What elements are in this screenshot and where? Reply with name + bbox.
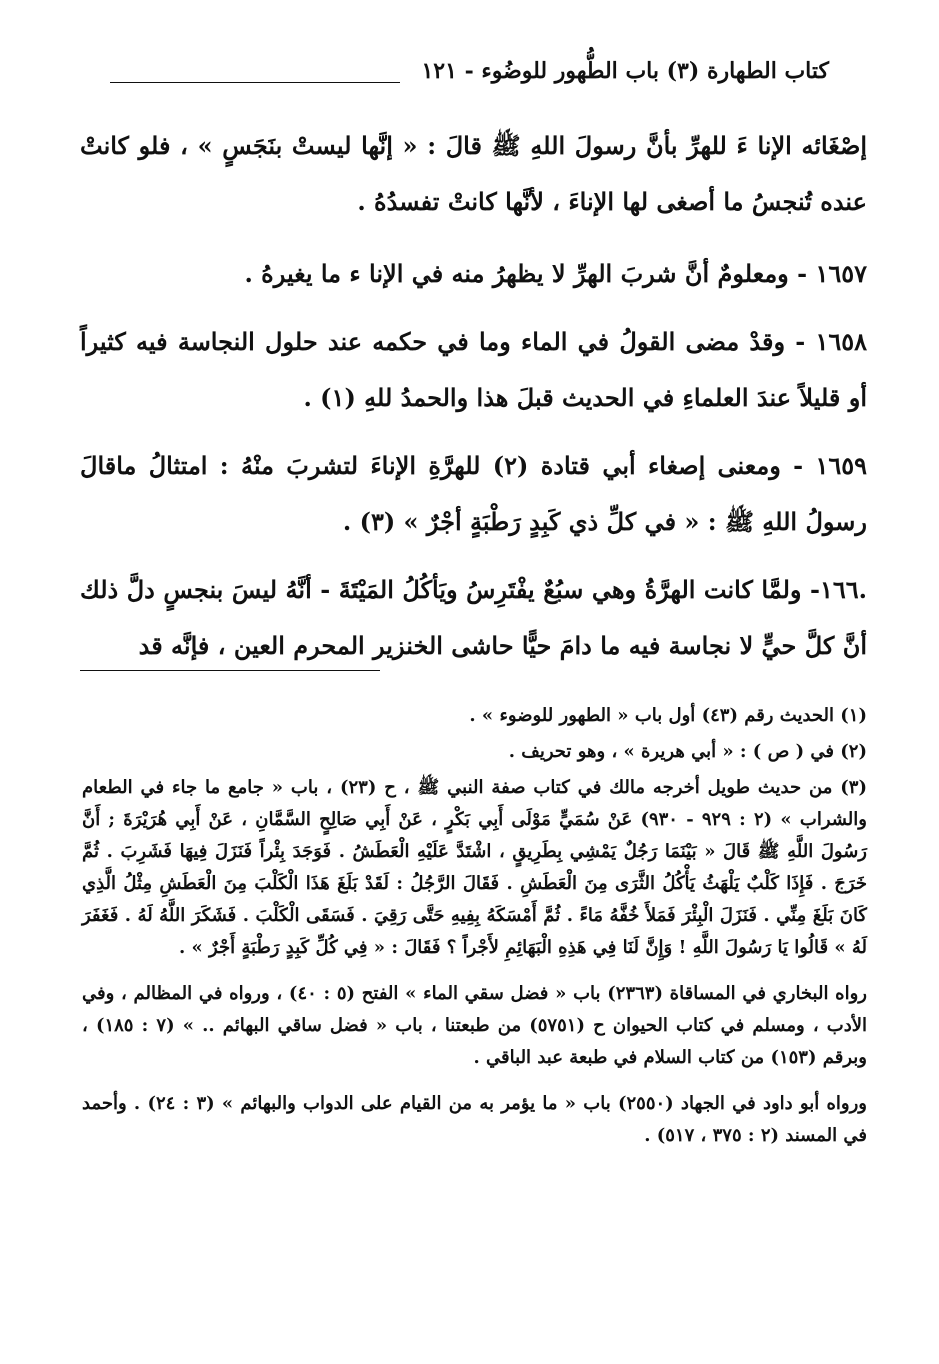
footnotes <box>82 700 867 1160</box>
header-title: كتاب الطهارة (٣) باب الطُّهور للوضُوء - ١٢١ <box>421 58 829 84</box>
paragraph-continuation: إصْغَائه الإنا ءَ للهرِّ بأنَّ رسولَ اللهِ ﷺ قالَ : « إنَّها ليستْ بنَجَسٍ » ، فلو كانتْ عنده تُنجسُ ما أصغى لها الإناءَ ، لأنَّها كانتْ تفسدُهُ . <box>80 131 867 216</box>
paragraph-1657: ١٦٥٧ - ومعلومٌ أنَّ شربَ الهرِّ لا يظهرُ منه في الإنا ء ما يغيرهُ . <box>244 259 867 288</box>
paragraph-1659: ١٦٥٩ - ومعنى إصغاء أبي قتادة (٢) للهرَّةِ الإناءَ لتشربَ منْهُ : امتثالُ ماقالَ رسولُ اللهِ ﷺ : « في كلِّ ذي كَبِدٍ رَطْبَةٍ أجْرٌ » (٣) . <box>80 451 867 536</box>
paragraph-1658: ١٦٥٨ - وقدْ مضى القولُ في الماء وما في حكمه عند حلول النجاسة فيه كثيراً أو قليلاً عندَ العلماءِ في الحديث قبلَ هذا والحمدُ للهِ (١) . <box>80 327 867 412</box>
footnote-3-bukhari: رواه البخاري في المساقاة (٢٣٦٣) باب « فضل سقي الماء » الفتح (٥ : ٤٠) ، ورواه في المظالم ، وفي الأدب ، ومسلم في كتاب الحيوان ح (٥٧٥١) من طبعتنا ، باب « فضل ساقي البهائم .. » (٧ : ١٨٥) ، وبرقم (١٥٣) من كتاب السلام في طبعة عبد الباقي . <box>82 983 867 1068</box>
footnote-3-abu-dawud: ورواه أبو داود في الجهاد (٢٥٥٠) باب « ما يؤمر به من القيام على الدواب والبهائم » (٣ : ٢٤) . وأحمد في المسند (٢ : ٣٧٥ ، ٥١٧) . <box>82 1093 867 1146</box>
header-rule <box>110 82 400 83</box>
paragraph-1660: .١٦٦- ولمَّا كانت الهرَّةُ وهي سبُعٌ يفْتَرِسُ ويَأكُلُ المَيْتَةَ - أنَّهُ ليسَ بنجسٍ دلَّ ذلك أنَّ كلَّ حيٍّ لا نجاسة فيه ما دامَ حيًّا حاشى الخنزير المحرم العين ، فإنَّه قد <box>80 575 867 660</box>
footnote-1: (١) الحديث رقم (٤٣) أول باب « الطهور للوضوء » . <box>469 705 867 726</box>
footnote-2: (٢) في ( ص ) : « أبي هريرة » ، وهو تحريف . <box>508 741 867 762</box>
main-text <box>80 118 867 686</box>
running-header <box>110 52 829 92</box>
footnote-divider <box>80 670 380 671</box>
footnote-3: (٣) من حديث طويل أخرجه مالك في كتاب صفة النبي ﷺ ، ح (٢٣) ، باب « جامع ما جاء في الطعام والشراب » (٢ : ٩٢٩ - ٩٣٠) عَنْ سُمَيٍّ مَوْلَى أَبِي بَكْرٍ ، عَنْ أَبِي صَالِحٍ السَّمَّانِ ، عَنْ أَبِي هُرَيْرَةَ ; أَنَّ رَسُولَ اللَّهِ ﷺ قَالَ « بَيْنَمَا رَجُلٌ يَمْشِي بِطَرِيقٍ ، اشْتَدَّ عَلَيْهِ الْعَطَشُ . فَوَجَدَ بِئْراً فَنَزَلَ فِيهَا فَشَرِبَ . ثُمَّ خَرَجَ . فَإِذَا كَلْبٌ يَلْهَثُ يَأْكُلُ الثَّرَى مِنَ الْعَطَشِ . فَقَالَ الرَّجُلُ : لَقَدْ بَلَغَ هَذَا الْكَلْبَ مِنَ الْعَطَشِ مِثْلُ الَّذِي كَانَ بَلَغَ مِنِّي . فَنَزَلَ الْبِئْرَ فَمَلأَ خُفَّهُ مَاءً . ثُمَّ أَمْسَكَهُ بِفِيهِ حَتَّى رَقِيَ . فَسَقَى الْكَلْبَ . فَشَكَرَ اللَّهُ لَهُ . فَغَفَرَ لَهُ » قَالُوا يَا رَسُولَ اللَّهِ ! وَإِنَّ لَنَا فِي هَذِهِ الْبَهَائِمِ لأَجْراً ؟ فَقَالَ : « فِي كُلِّ كَبِدٍ رَطْبَةٍ أَجْرٌ » . <box>82 777 867 958</box>
